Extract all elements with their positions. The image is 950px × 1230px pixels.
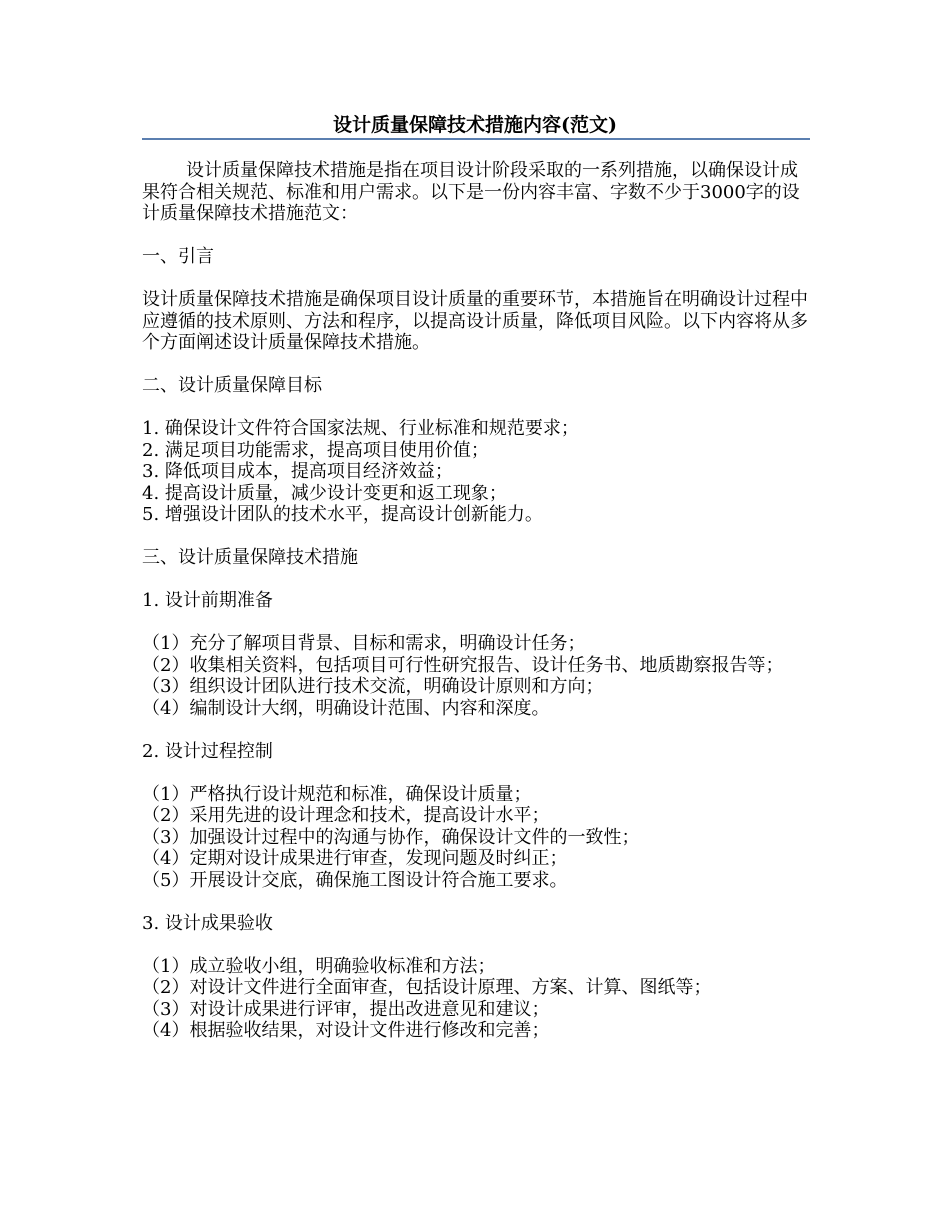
list-item: （3）对设计成果进行评审，提出改进意见和建议； xyxy=(142,998,550,1020)
list-item: （3）加强设计过程中的沟通与协作，确保设计文件的一致性； xyxy=(142,826,640,848)
list-item: （4）定期对设计成果进行审查，发现问题及时纠正； xyxy=(142,848,568,869)
subsection-heading-preparation: 1. 设计前期准备 xyxy=(142,590,273,611)
list-item: 2. 满足项目功能需求，提高项目使用价值； xyxy=(142,439,489,461)
list-item: 4. 提高设计质量，减少设计变更和返工现象； xyxy=(142,482,507,504)
list-item: （2）采用先进的设计理念和技术，提高设计水平； xyxy=(142,805,550,826)
preparation-list xyxy=(142,633,810,719)
list-item: （1）成立验收小组，明确验收标准和方法； xyxy=(142,955,496,977)
subsection-heading-process-control: 2. 设计过程控制 xyxy=(142,740,273,762)
intro-paragraph: 设计质量保障技术措施是指在项目设计阶段采取的一系列措施，以确保设计成果符合相关规范、标准和用户需求。以下是一份内容丰富、字数不少于3000字的设计质量保障技术措施范文： xyxy=(142,160,800,224)
title-underline xyxy=(142,138,810,140)
list-item: （3）组织设计团队进行技术交流，明确设计原则和方向； xyxy=(142,676,604,697)
subsection-heading-acceptance: 3. 设计成果验收 xyxy=(142,912,273,934)
section-heading-measures: 三、设计质量保障技术措施 xyxy=(142,547,358,568)
section-heading-goals: 二、设计质量保障目标 xyxy=(142,375,322,396)
list-item: （5）开展设计交底，确保施工图设计符合施工要求。 xyxy=(142,869,568,891)
introduction-paragraph: 设计质量保障技术措施是确保项目设计质量的重要环节，本措施旨在明确设计过程中应遵循的技术原则、方法和程序，以提高设计质量，降低项目风险。以下内容将从多个方面阐述设计质量保障技术措施。 xyxy=(142,289,808,353)
list-item: （4）编制设计大纲，明确设计范围、内容和深度。 xyxy=(142,697,550,719)
list-item: （2）收集相关资料，包括项目可行性研究报告、设计任务书、地质勘察报告等； xyxy=(142,654,784,676)
process-control-list xyxy=(142,784,810,892)
document-body xyxy=(142,160,810,1063)
list-item: （1）充分了解项目背景、目标和需求，明确设计任务； xyxy=(142,633,586,654)
document-title: 设计质量保障技术措施内容(范文) xyxy=(333,114,617,136)
list-item: 5. 增强设计团队的技术水平，提高设计创新能力。 xyxy=(142,504,543,525)
list-item: 3. 降低项目成本，提高项目经济效益； xyxy=(142,461,453,482)
section-heading-introduction: 一、引言 xyxy=(142,246,214,267)
list-item: （2）对设计文件进行全面审查，包括设计原理、方案、计算、图纸等； xyxy=(142,977,712,998)
acceptance-list xyxy=(142,956,810,1042)
goals-list xyxy=(142,418,810,526)
list-item: （1）严格执行设计规范和标准，确保设计质量； xyxy=(142,783,532,805)
list-item: 1. 确保设计文件符合国家法规、行业标准和规范要求； xyxy=(142,418,579,439)
list-item: （4）根据验收结果，对设计文件进行修改和完善； xyxy=(142,1020,550,1041)
